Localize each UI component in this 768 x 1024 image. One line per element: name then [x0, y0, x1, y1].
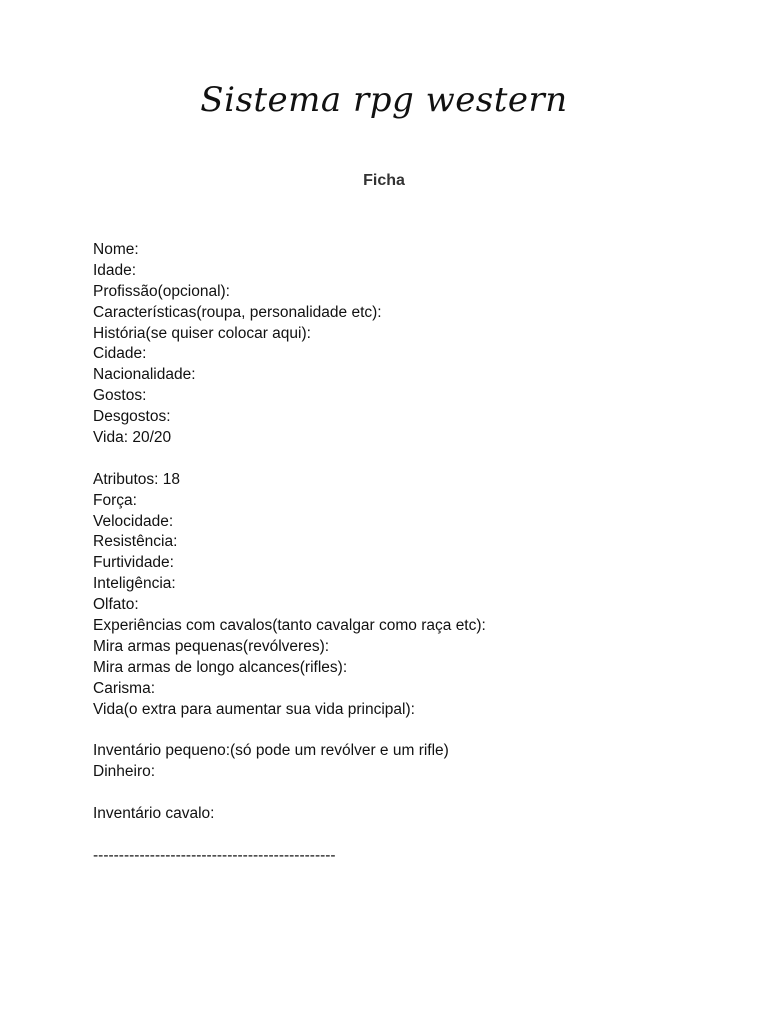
document-title: Sistema rpg western — [200, 80, 568, 120]
field-stealth: Furtividade: — [93, 554, 174, 572]
field-speed: Velocidade: — [93, 512, 174, 530]
spacer — [93, 825, 713, 846]
inventory-section — [93, 741, 713, 783]
spacer — [93, 449, 713, 470]
divider-line: ----------------------------------------------- — [93, 846, 336, 864]
field-dislikes: Desgostos: — [93, 408, 171, 426]
field-small-arms-aim: Mira armas pequenas(revólveres): — [93, 637, 330, 655]
field-long-range-aim: Mira armas de longo alcances(rifles): — [93, 658, 348, 676]
field-horse-inventory: Inventário cavalo: — [93, 805, 215, 823]
field-charisma: Carisma: — [93, 679, 156, 697]
horse-inventory-section — [93, 804, 713, 825]
field-intelligence: Inteligência: — [93, 575, 176, 593]
personal-section — [93, 240, 713, 449]
field-nationality: Nacionalidade: — [93, 366, 196, 384]
field-extra-life: Vida(o extra para aumentar sua vida principal): — [93, 700, 415, 718]
section-title: Ficha — [363, 172, 405, 189]
field-attributes-points: Atributos: 18 — [93, 470, 181, 488]
attributes-section — [93, 470, 713, 721]
spacer — [93, 783, 713, 804]
field-strength: Força: — [93, 491, 137, 509]
field-history: História(se quiser colocar aqui): — [93, 324, 311, 342]
field-horse-experience: Experiências com cavalos(tanto cavalgar como raça etc): — [93, 617, 486, 635]
field-profession: Profissão(opcional): — [93, 282, 230, 300]
field-money: Dinheiro: — [93, 763, 156, 781]
field-city: Cidade: — [93, 345, 147, 363]
field-resistance: Resistência: — [93, 533, 178, 551]
field-smell: Olfato: — [93, 596, 139, 614]
field-name: Nome: — [93, 241, 139, 258]
field-small-inventory: Inventário pequeno:(só pode um revólver e um rifle) — [93, 742, 449, 760]
field-life: Vida: 20/20 — [93, 429, 172, 447]
field-likes: Gostos: — [93, 387, 147, 405]
character-sheet-fields — [93, 240, 713, 867]
field-characteristics: Características(roupa, personalidade etc): — [93, 303, 382, 321]
field-age: Idade: — [93, 261, 137, 279]
spacer — [93, 720, 713, 741]
